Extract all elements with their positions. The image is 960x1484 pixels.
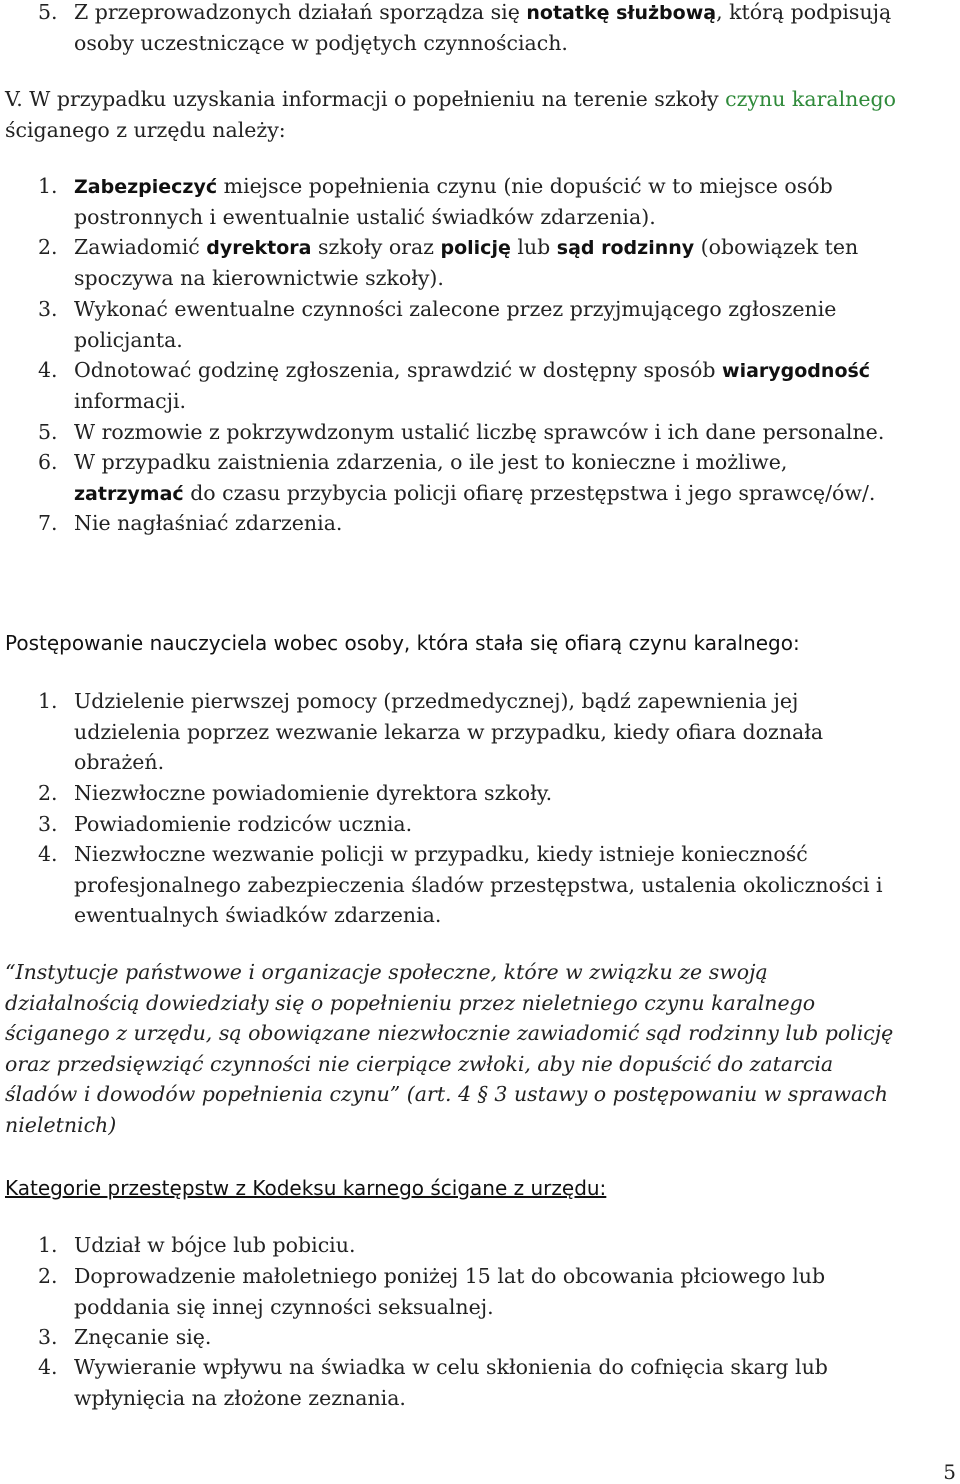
list-number: 6. xyxy=(38,450,58,474)
bold-term: wiarygodność xyxy=(722,360,871,382)
bold-term: notatkę służbową xyxy=(526,2,717,24)
text-line: nieletnich) xyxy=(5,1112,117,1137)
text-line: Wywieranie wpływu na świadka w celu skłonienia do cofnięcia skarg lub xyxy=(74,1355,828,1379)
bold-term: Zabezpieczyć xyxy=(74,176,218,198)
text-line: Niezwłoczne wezwanie policji w przypadku, kiedy istnieje konieczność xyxy=(74,842,808,866)
text-line: Powiadomienie rodziców ucznia. xyxy=(74,812,413,836)
list-number: 5. xyxy=(38,0,58,24)
text-line: V. W przypadku uzyskania informacji o popełnieniu na terenie szkoły czynu karalnego xyxy=(5,87,896,111)
text-line: śladów i dowodów popełnienia czynu” (art. 4 § 3 ustawy o postępowaniu w sprawach xyxy=(5,1082,888,1106)
legal-quote xyxy=(5,957,960,1140)
text-line: obrażeń. xyxy=(74,750,165,774)
text-line: Znęcanie się. xyxy=(74,1325,212,1349)
text-line: poddania się innej czynności seksualnej. xyxy=(74,1294,494,1319)
highlight-term: czynu karalnego xyxy=(725,87,896,111)
bold-term: policję xyxy=(440,237,511,259)
text-line: Doprowadzenie małoletniego poniżej 15 lat do obcowania płciowego lub xyxy=(74,1264,826,1288)
text-line: Wykonać ewentualne czynności zalecone przez przyjmującego zgłoszenie xyxy=(74,297,837,321)
list-number: 3. xyxy=(38,812,58,836)
text-line: Odnotować godzinę zgłoszenia, sprawdzić w dostępny sposób wiarygodność xyxy=(74,358,871,382)
page-number: 5 xyxy=(943,1460,956,1484)
section-heading: Postępowanie nauczyciela wobec osoby, która stała się ofiarą czynu karalnego: xyxy=(5,631,800,655)
text-line: Udział w bójce lub pobiciu. xyxy=(74,1233,356,1257)
list-number: 2. xyxy=(38,235,58,259)
text-line: działalnością dowiedziały się o popełnieniu przez nieletniego czynu karalnego xyxy=(5,990,816,1015)
section-heading: Kategorie przestępstw z Kodeksu karnego ścigane z urzędu: xyxy=(5,1176,607,1200)
text-line: ściganego z urzędu należy: xyxy=(5,117,286,142)
text-line: Z przeprowadzonych działań sporządza się notatkę służbową, którą podpisują xyxy=(74,0,892,24)
text-line: W przypadku zaistnienia zdarzenia, o ile jest to konieczne i możliwe, xyxy=(74,450,788,474)
text-line: ściganego z urzędu, są obowiązane niezwłocznie zawiadomić sąd rodzinny lub policję xyxy=(5,1021,894,1045)
section-v xyxy=(5,84,960,145)
text-line: ewentualnych świadków zdarzenia. xyxy=(74,903,442,927)
list-number: 3. xyxy=(38,1325,58,1349)
text-line: zatrzymać do czasu przybycia policji ofiarę przestępstwa i jego sprawcę/ów/. xyxy=(74,480,876,505)
list-number: 4. xyxy=(38,358,58,382)
list-number: 4. xyxy=(38,1355,58,1379)
list-number: 7. xyxy=(38,511,58,535)
list-number: 4. xyxy=(38,842,58,866)
bold-term: dyrektora xyxy=(206,237,312,259)
text-line: udzielenia poprzez wezwanie lekarza w przypadku, kiedy ofiara doznała xyxy=(74,719,824,744)
text-line: oraz przedsięwziąć czynności nie cierpiące zwłoki, aby nie dopuścić do zatarcia xyxy=(5,1051,834,1076)
text-line: Udzielenie pierwszej pomocy (przedmedycznej), bądź zapewnienia jej xyxy=(74,689,799,713)
text-line: “Instytucje państwowe i organizacje społeczne, które w związku ze swoją xyxy=(5,960,768,984)
text-line: spoczywa na kierownictwie szkoły). xyxy=(74,265,444,290)
text-line: wpłynięcia na złożone zeznania. xyxy=(74,1385,406,1410)
text-line: Zawiadomić dyrektora szkoły oraz policję lub sąd rodzinny (obowiązek ten xyxy=(74,235,859,259)
list-number: 2. xyxy=(38,781,58,805)
list-number: 5. xyxy=(38,420,58,444)
text-line: osoby uczestniczące w podjętych czynnościach. xyxy=(74,30,568,55)
text-line: policjanta. xyxy=(74,327,183,352)
list-number: 1. xyxy=(38,689,58,713)
bold-term: zatrzymać xyxy=(74,482,184,505)
bold-term: sąd rodzinny xyxy=(556,237,695,259)
list-number: 3. xyxy=(38,297,58,321)
list-number: 1. xyxy=(38,174,58,198)
text-line: Nie nagłaśniać zdarzenia. xyxy=(74,511,343,535)
text-line: Zabezpieczyć miejsce popełnienia czynu (nie dopuścić w to miejsce osób xyxy=(74,174,833,198)
text-line: W rozmowie z pokrzywdzonym ustalić liczbę sprawców i ich dane personalne. xyxy=(74,420,885,444)
list-number: 1. xyxy=(38,1233,58,1257)
text-line: postronnych i ewentualnie ustalić świadków zdarzenia). xyxy=(74,204,656,229)
list-number: 2. xyxy=(38,1264,58,1288)
text-line: informacji. xyxy=(74,388,187,413)
text-line: profesjonalnego zabezpieczenia śladów przestępstwa, ustalenia okoliczności i xyxy=(74,872,883,897)
text-line: Niezwłoczne powiadomienie dyrektora szkoły. xyxy=(74,781,553,805)
